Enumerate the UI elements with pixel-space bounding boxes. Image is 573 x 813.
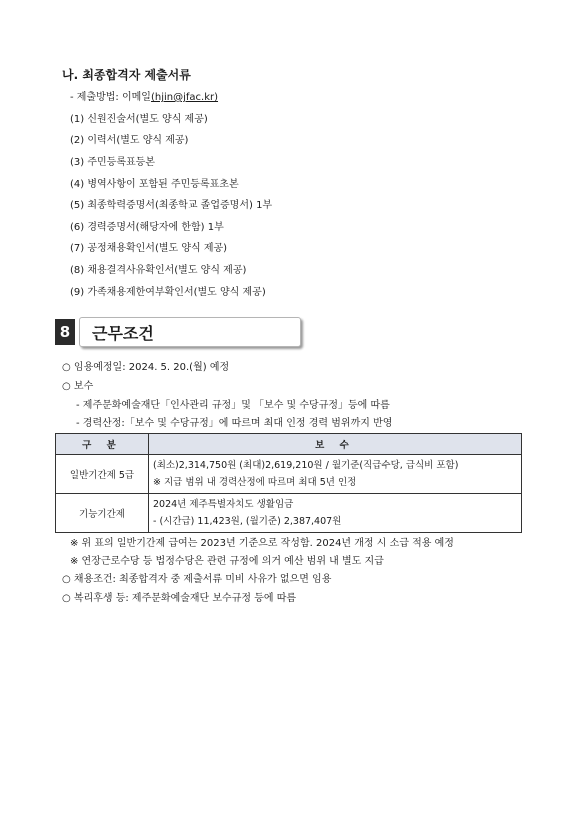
pay-detail-cell bbox=[149, 494, 522, 533]
submission-method-label: - 제출방법: 이메일 bbox=[70, 92, 151, 103]
start-date-line: ○ 임용예정일: 2024. 5. 20.(월) 예정 bbox=[62, 362, 230, 373]
pay-detail-cell bbox=[149, 455, 522, 494]
pay-rule-line: - 제주문화예술재단「인사관리 규정」및 「보수 및 수당규정」등에 따름 bbox=[76, 400, 390, 411]
pay-detail-note: ※ 지급 범위 내 경력산정에 따르며 최대 5년 인정 bbox=[153, 477, 357, 488]
pay-category-cell: 일반기간제 5급 bbox=[56, 455, 149, 494]
table-row bbox=[56, 494, 522, 533]
section-title-submission-documents: 나. 최종합격자 제출서류 bbox=[62, 68, 191, 82]
document-item-7: (7) 공정채용확인서(별도 양식 제공) bbox=[70, 243, 228, 254]
document-item-2: (2) 이력서(별도 양식 제공) bbox=[70, 135, 189, 146]
document-item-4: (4) 병역사항이 포함된 주민등록표초본 bbox=[70, 179, 239, 190]
pay-table-header-category: 구 분 bbox=[56, 434, 149, 455]
condition-welfare: ○ 복리후생 등: 제주문화예술재단 보수규정 등에 따름 bbox=[62, 593, 297, 604]
submission-email-link[interactable]: (hjin@jfac.kr) bbox=[150, 92, 219, 103]
condition-hiring: ○ 채용조건: 최종합격자 중 제출서류 미비 사유가 없으면 임용 bbox=[62, 574, 332, 585]
pay-category-cell: 기능기간제 bbox=[56, 494, 149, 533]
section-number-badge: 8 bbox=[55, 319, 75, 345]
table-row bbox=[56, 455, 522, 494]
career-rule-line: - 경력산정:「보수 및 수당규정」에 따르며 최대 인정 경력 범위까지 반영 bbox=[76, 418, 393, 429]
note-line-1: ※ 위 표의 일반기간제 급여는 2023년 기준으로 작성함. 2024년 개정 시 소급 적용 예정 bbox=[70, 538, 454, 549]
pay-detail-line: - (시간급) 11,423원, (월기준) 2,387,407원 bbox=[153, 516, 342, 527]
section-title-work-conditions: 근무조건 bbox=[92, 324, 154, 343]
pay-table bbox=[55, 433, 522, 533]
pay-detail-line: 2024년 제주특별자치도 생활임금 bbox=[153, 499, 294, 510]
note-line-2: ※ 연장근로수당 등 법정수당은 관련 규정에 의거 예산 범위 내 별도 지급 bbox=[70, 556, 384, 567]
document-item-6: (6) 경력증명서(해당자에 한함) 1부 bbox=[70, 222, 224, 233]
document-item-8: (8) 채용결격사유확인서(별도 양식 제공) bbox=[70, 265, 247, 276]
submission-method bbox=[70, 88, 218, 103]
document-item-1: (1) 신원진술서(별도 양식 제공) bbox=[70, 114, 208, 125]
pay-detail-line: (최소)2,314,750원 (최대)2,619,210원 / 월기준(직급수당, 급식비 포함) bbox=[153, 460, 459, 471]
section-8-heading bbox=[55, 317, 301, 347]
pay-table-header-row bbox=[56, 434, 522, 455]
section-title-box bbox=[79, 317, 301, 347]
document-item-3: (3) 주민등록표등본 bbox=[70, 157, 155, 168]
document-item-9: (9) 가족채용제한여부확인서(별도 양식 제공) bbox=[70, 287, 266, 298]
pay-label: ○ 보수 bbox=[62, 381, 94, 392]
document-item-5: (5) 최종학력증명서(최종학교 졸업증명서) 1부 bbox=[70, 200, 273, 211]
pay-table-header-pay: 보 수 bbox=[149, 434, 522, 455]
